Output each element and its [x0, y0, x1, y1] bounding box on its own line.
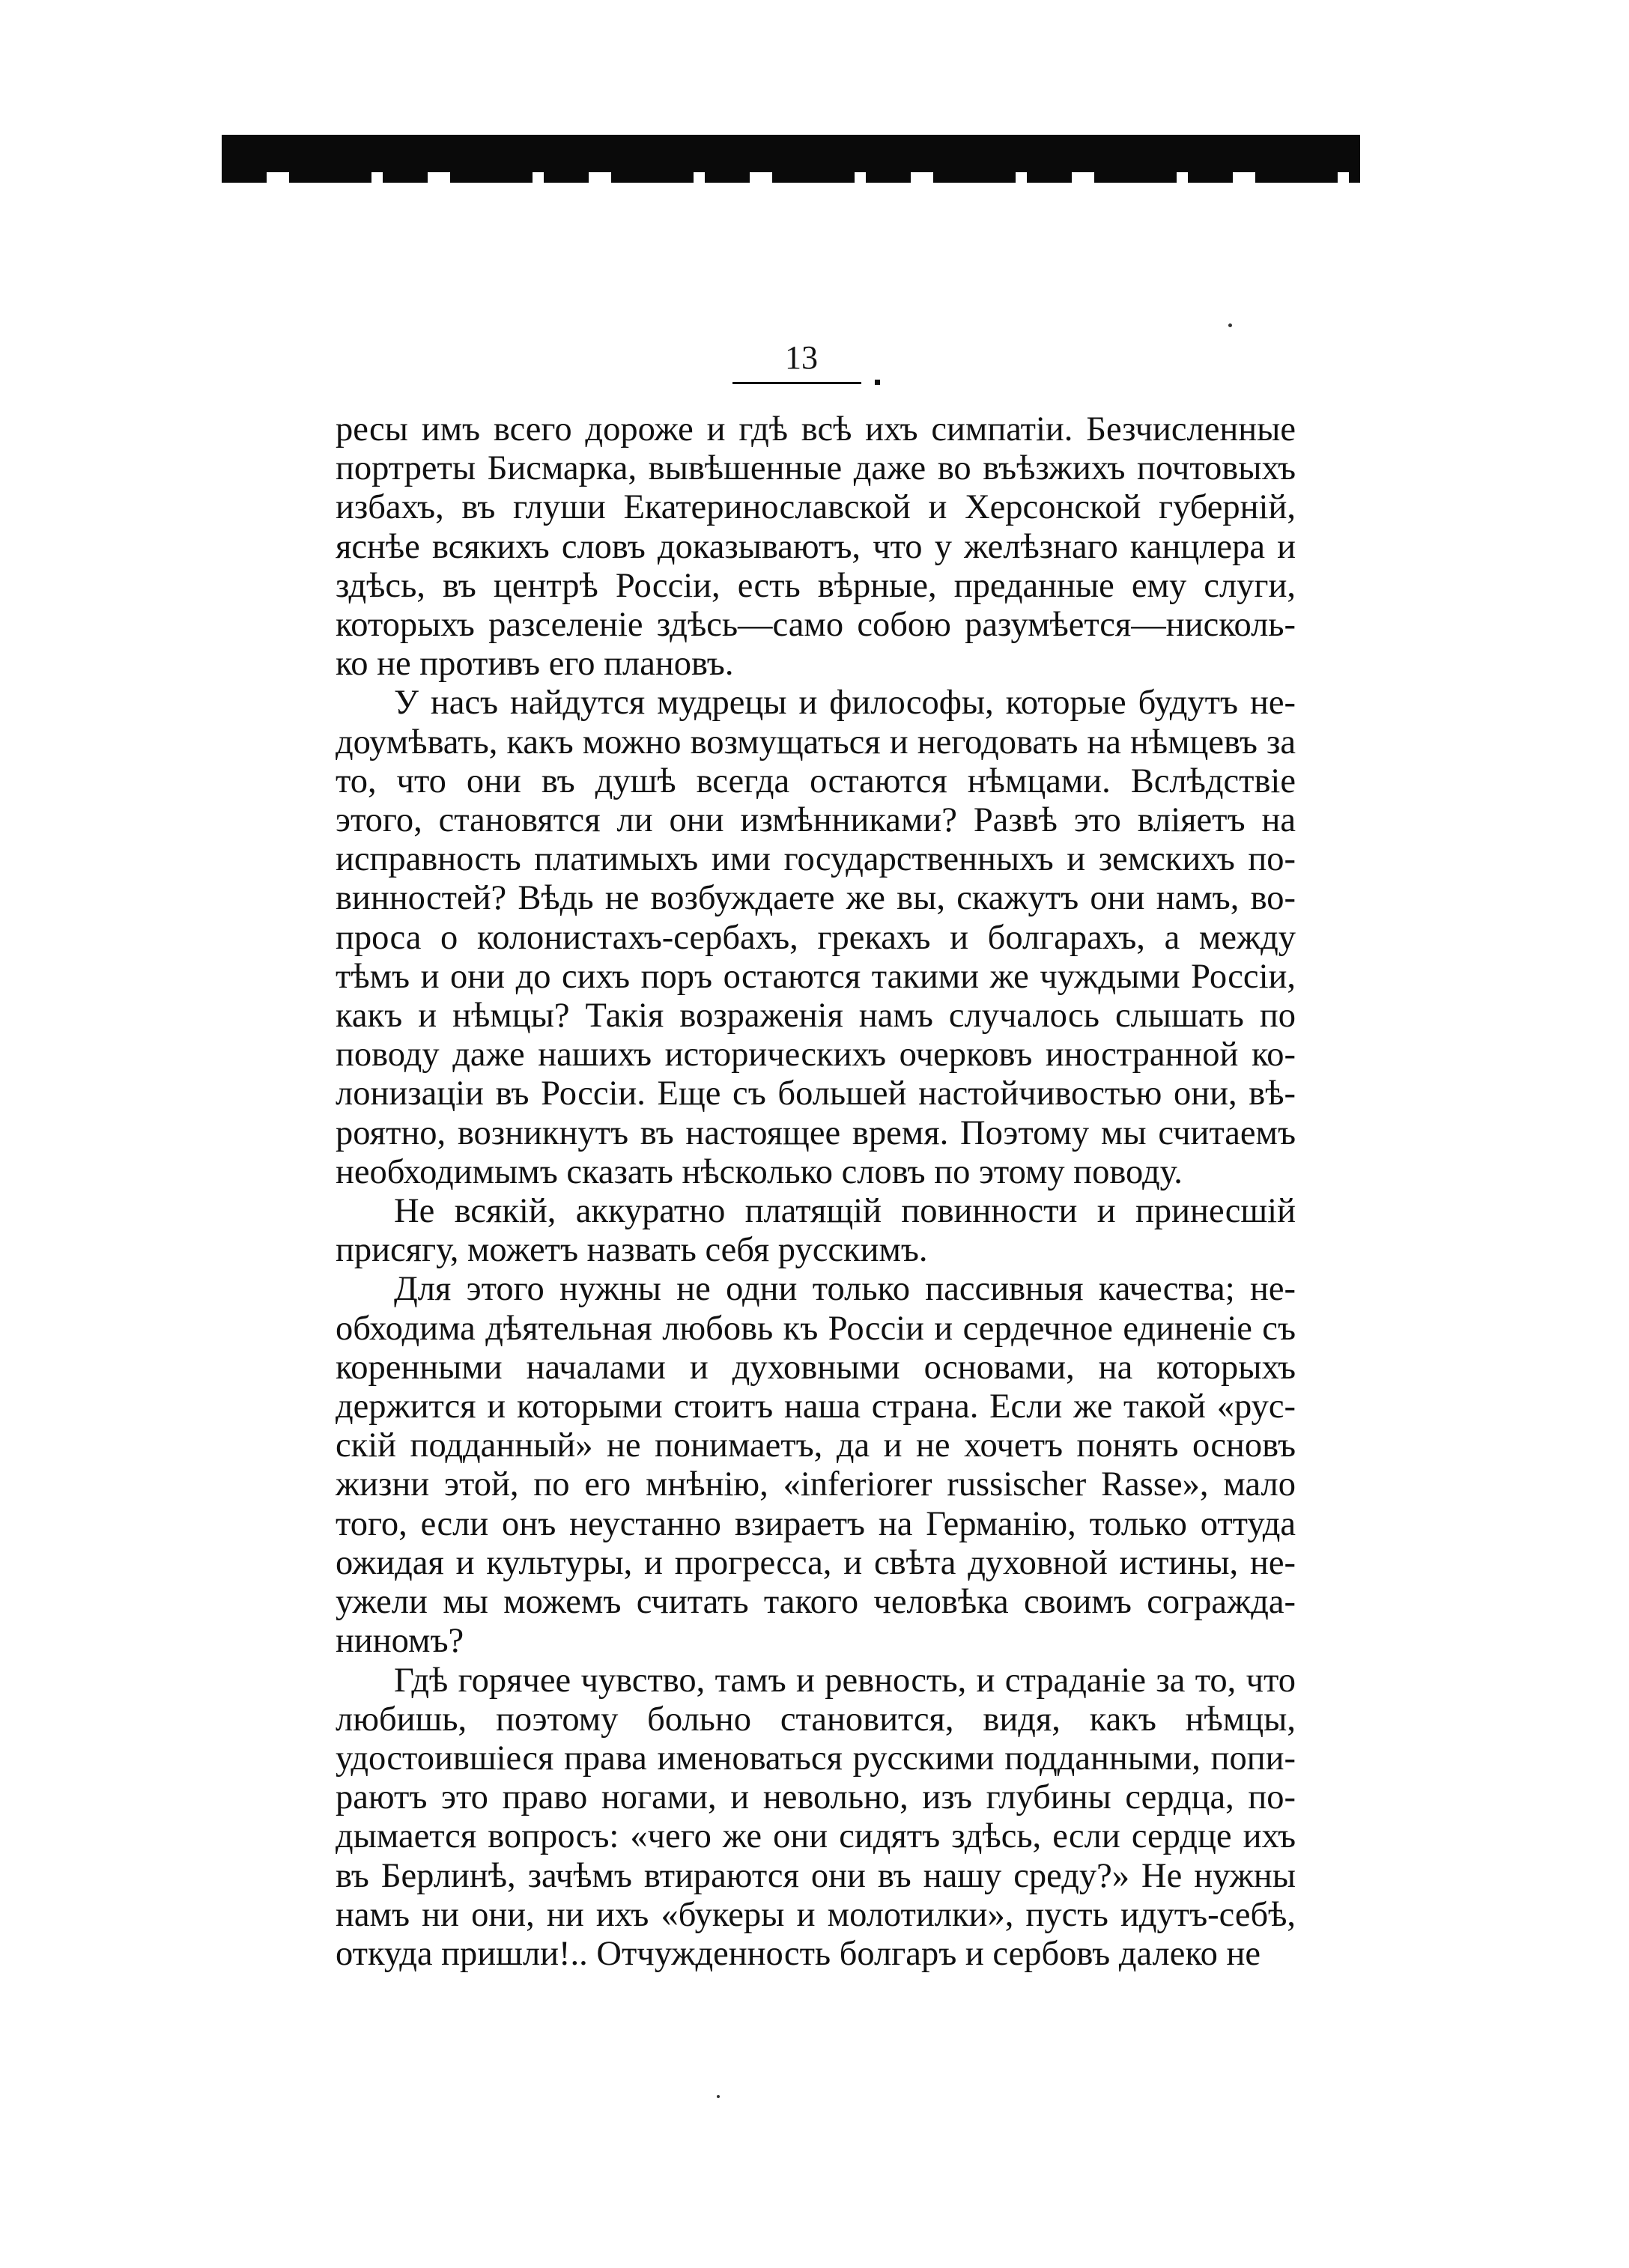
page-number-dot	[875, 380, 880, 385]
page-number: 13	[785, 339, 818, 376]
scan-speck	[1228, 323, 1232, 327]
top-scan-border-edge	[222, 172, 1360, 183]
paragraph-4: Для этого нужны не одни только пассивныя качества; необходима дѣятельная любовь къ Россіи и сердечное единеніе съ коренными началами и духовными основами, на которыхъ держится и которыми стоитъ наша страна. Если же такой «русскій подданный» не понимаетъ, да и не хочетъ понять основъ жизни этой, по его мнѣнію, «inferiorer russischer Rasse», мало того, если онъ неустанно взираетъ на Германію, только оттуда ожидая и культуры, и прогресса, и свѣта духовной истины, неужели мы можемъ считать такого человѣка своимъ согражданиномъ?	[336, 1270, 1296, 1661]
paragraph-3: Не всякій, аккуратно платящій повинности и принесшій присягу, можетъ назвать себя русскимъ.	[336, 1192, 1296, 1270]
paragraph-5: Гдѣ горячее чувство, тамъ и ревность, и страданіе за то, что любишь, поэтому больно становится, видя, какъ нѣмцы, удостоившіеся права именоваться русскими подданными, попираютъ это право ногами, и невольно, изъ глубины сердца, подымается вопросъ: «чего же они сидятъ здѣсь, если сердце ихъ въ Берлинѣ, зачѣмъ втираются они въ нашу среду?» Не нужны намъ ни они, ни ихъ «букеры и молотилки», пусть идутъ-себѣ, откуда пришли!.. Отчужденность болгаръ и сербовъ далеко не	[336, 1661, 1296, 1973]
scan-speck	[717, 2095, 720, 2098]
top-scan-border	[222, 135, 1360, 172]
paragraph-2: У насъ найдутся мудрецы и философы, которые будутъ недоумѣвать, какъ можно возмущаться и негодовать на нѣмцевъ за то, что они въ душѣ всегда остаются нѣмцами. Вслѣдствіе этого, становятся ли они измѣнниками? Развѣ это вліяетъ на исправность платимыхъ ими государственныхъ и земскихъ повинностей? Вѣдь не возбуждаете же вы, скажутъ они намъ, вопроса о колонистахъ-сербахъ, грекахъ и болгарахъ, а между тѣмъ и они до сихъ поръ остаются такими же чуждыми Россіи, какъ и нѣмцы? Такія возраженія намъ случалось слышать по поводу даже нашихъ историческихъ очерковъ иностранной колонизаціи въ Россіи. Еще съ большей настойчивостью они, вѣроятно, возникнутъ въ настоящее время. Поэтому мы считаемъ необходимымъ сказать нѣсколько словъ по этому поводу.	[336, 684, 1296, 1191]
paragraph-1: ресы имъ всего дороже и гдѣ всѣ ихъ симпатіи. Безчисленные портреты Бисмарка, вывѣшенные даже во въѣзжихъ почтовыхъ избахъ, въ глуши Екатеринославской и Херсонской губерній, яснѣе всякихъ словъ доказываютъ, что у желѣзнаго канцлера и здѣсь, въ центрѣ Россіи, есть вѣрные, преданные ему слуги, которыхъ разселеніе здѣсь—само собою разумѣется—нисколько не противъ его плановъ.	[336, 410, 1296, 684]
body-text	[336, 410, 1296, 1974]
page-number-rule	[732, 382, 861, 384]
